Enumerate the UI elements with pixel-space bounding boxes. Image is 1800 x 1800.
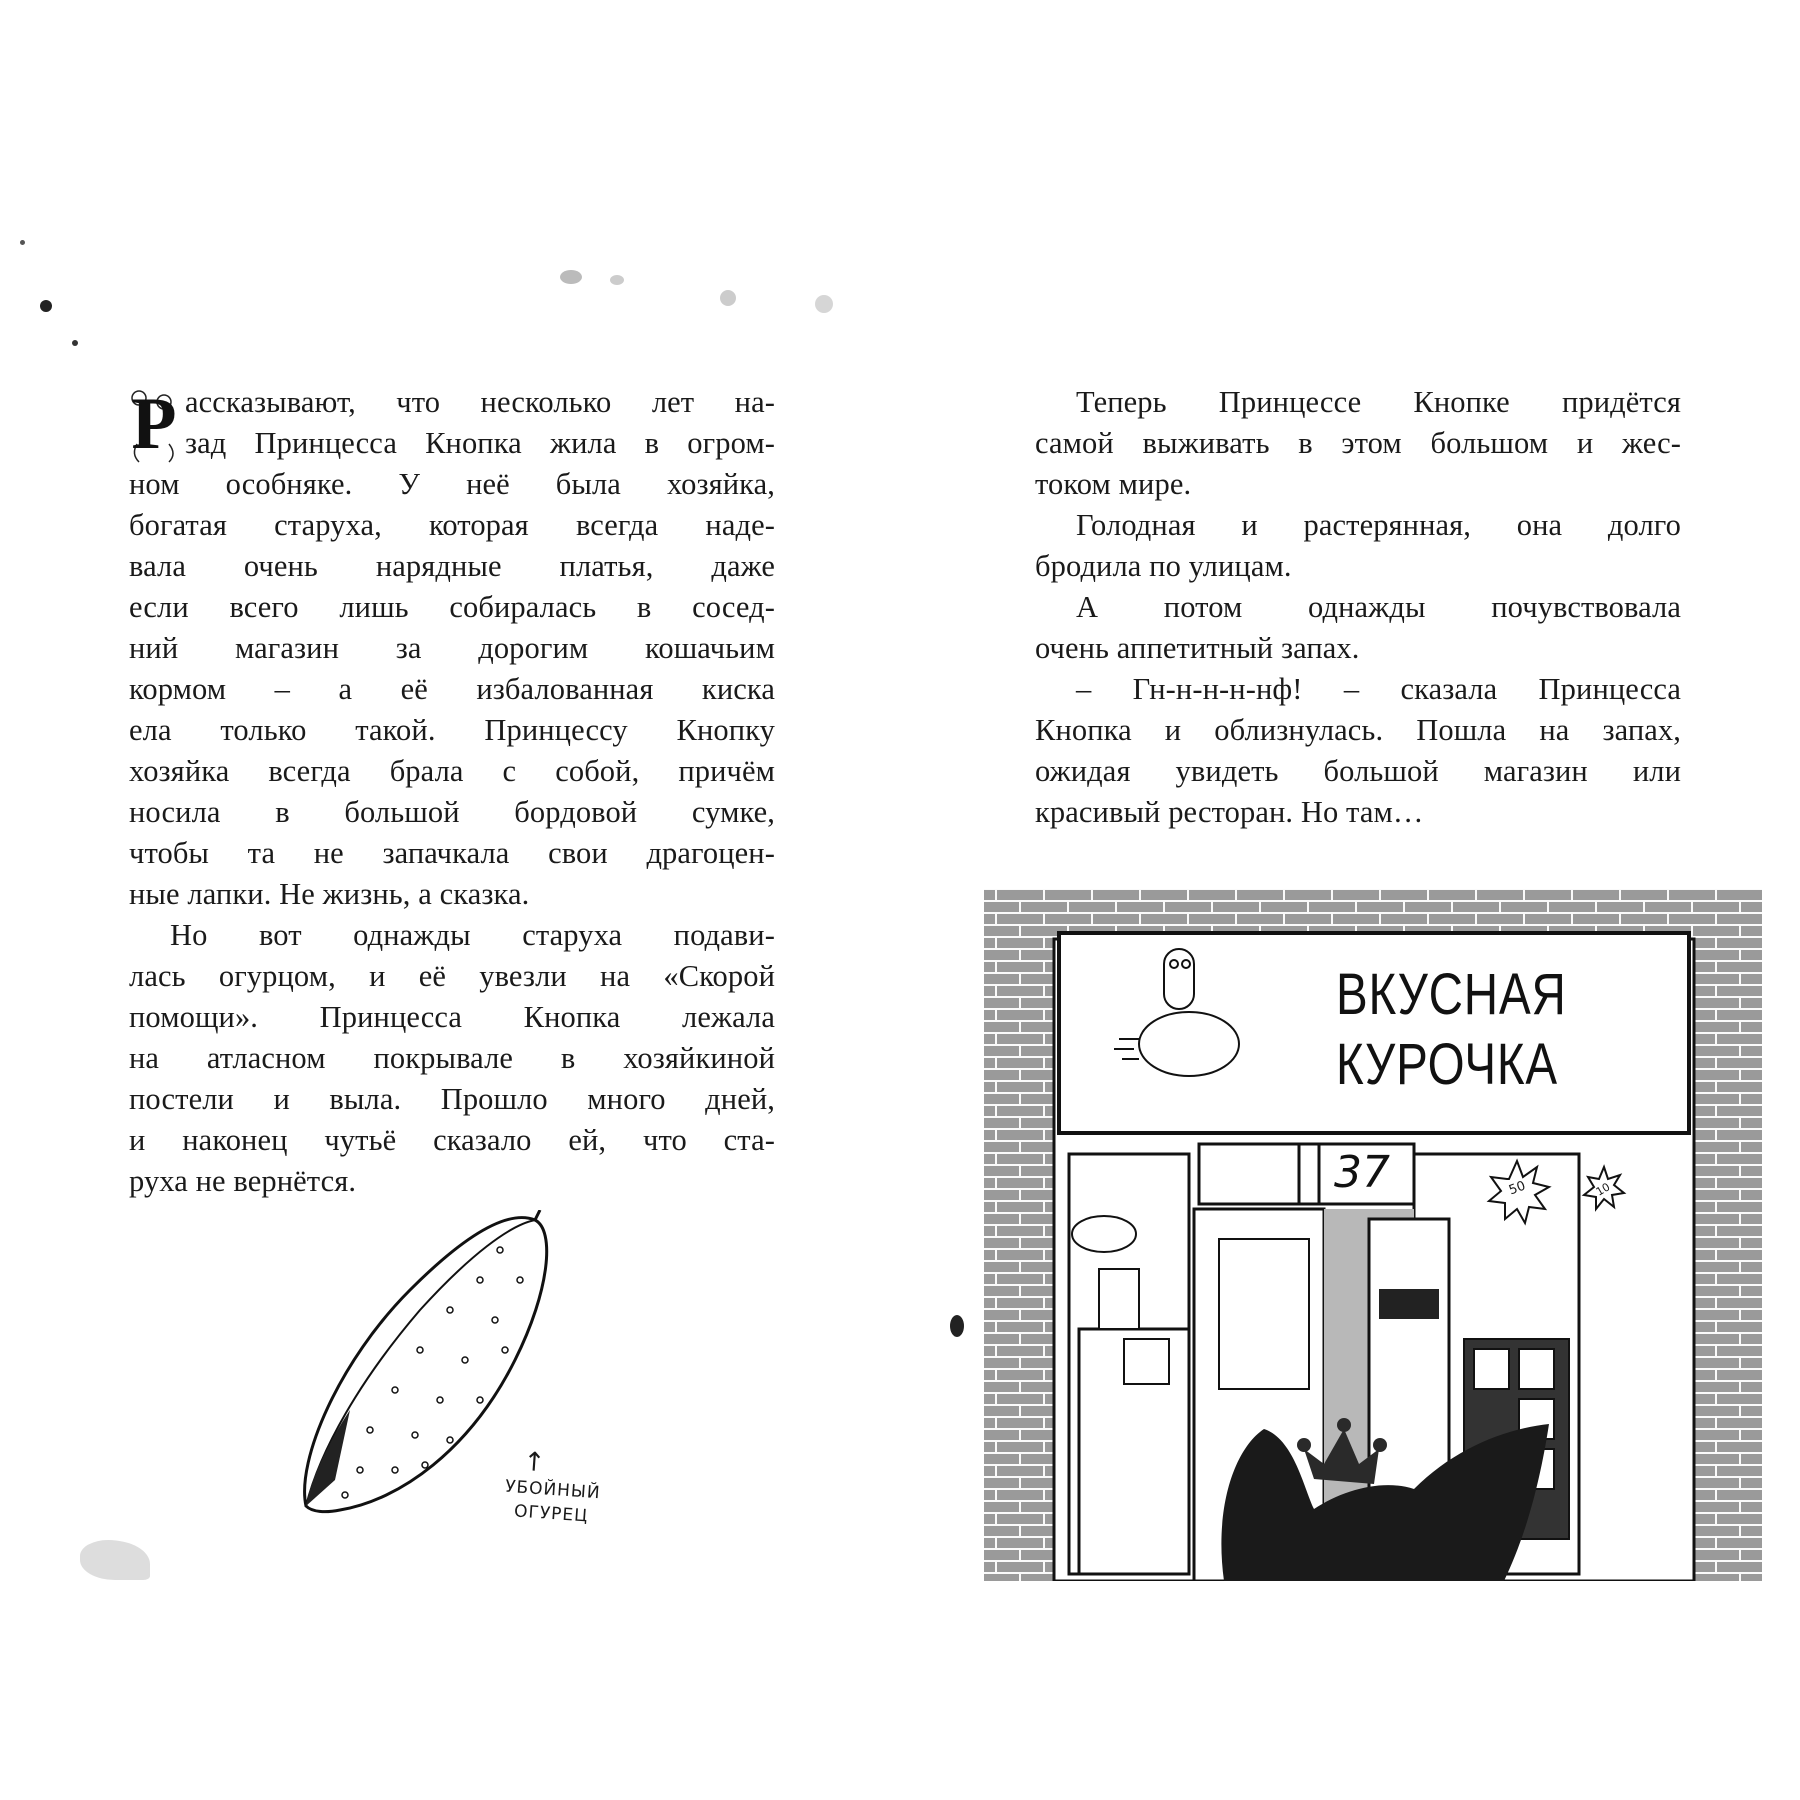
text-line: ном особняке. У неё была хозяйка, (129, 467, 775, 501)
text-line: чтобы та не запачкала свои драгоцен- (129, 836, 775, 870)
text-line: носила в большой бордовой сумке, (129, 795, 775, 829)
right-page-text (1035, 382, 1681, 833)
text-line: очень аппетитный запах. (1035, 631, 1360, 665)
caption-line-2: ОГУРЕЦ (513, 1501, 589, 1527)
ink-splatter (20, 240, 25, 245)
ink-splatter (40, 300, 52, 312)
text-line: красивый ресторан. Но там… (1035, 795, 1424, 829)
text-line: ний магазин за дорогим кошачьим (129, 631, 775, 665)
house-number: 37 (1334, 1147, 1390, 1198)
text-line: постели и выла. Прошло много дней, (129, 1082, 775, 1116)
text-line: Кнопка и облизнулась. Пошла на запах, (1035, 713, 1681, 747)
text-line: Теперь Принцессе Кнопке придётся (1076, 385, 1681, 419)
drop-cap-letter: Р (131, 384, 177, 464)
text-line: руха не вернётся. (129, 1164, 357, 1198)
text-line: А потом однажды почувствовала (1076, 590, 1681, 624)
sticker-2-text: 10 (1593, 1180, 1613, 1199)
text-line: на атласном покрывале в хозяйкиной (129, 1041, 775, 1075)
ink-splatter (815, 295, 833, 313)
text-line: ела только такой. Принцессу Кнопку (129, 713, 775, 747)
sign-line-2: КУРОЧКА (1336, 1032, 1558, 1097)
ink-splatter (610, 275, 624, 285)
sticker-1-text: 50 (1506, 1178, 1528, 1199)
text-line: помощи». Принцесса Кнопка лежала (129, 1000, 775, 1034)
caption-arrow-icon: ↑ (522, 1446, 548, 1479)
text-line: Но вот однажды старуха подави- (170, 918, 775, 952)
text-line: – Гн-н-н-н-нф! – сказала Принцесса (1076, 672, 1681, 706)
cucumber-caption (486, 1446, 621, 1531)
ink-splatter (80, 1540, 150, 1580)
text-line: самой выживать в этом большом и жес- (1035, 426, 1681, 460)
text-line: хозяйка всегда брала с собой, причём (129, 754, 775, 788)
text-line: и наконец чутьё сказало ей, что ста- (129, 1123, 775, 1157)
text-line: кормом – а её избалованная киска (129, 672, 775, 706)
caption-line-1: УБОЙНЫЙ (504, 1476, 602, 1504)
text-line: зад Принцесса Кнопка жила в огром- (185, 426, 775, 460)
ink-splatter (72, 340, 78, 346)
text-line: током мире. (1035, 467, 1192, 501)
text-line: вала очень нарядные платья, даже (129, 549, 775, 583)
shop-illustration (984, 889, 1762, 1581)
ink-splatter (560, 270, 582, 284)
ink-splatter (720, 290, 736, 306)
text-line: бродила по улицам. (1035, 549, 1292, 583)
text-line: ные лапки. Не жизнь, а сказка. (129, 877, 530, 911)
text-line: если всего лишь собиралась в сосед- (129, 590, 775, 624)
text-line: ожидая увидеть большой магазин или (1035, 754, 1681, 788)
left-page-text (129, 382, 775, 1202)
ink-splatter (950, 1315, 964, 1337)
sign-line-1: ВКУСНАЯ (1336, 962, 1567, 1027)
text-line: богатая старуха, которая всегда наде- (129, 508, 775, 542)
text-line: лась огурцом, и её увезли на «Скорой (129, 959, 775, 993)
text-line: Голодная и растерянная, она долго (1076, 508, 1681, 542)
text-line: ассказывают, что несколько лет на- (185, 385, 775, 419)
